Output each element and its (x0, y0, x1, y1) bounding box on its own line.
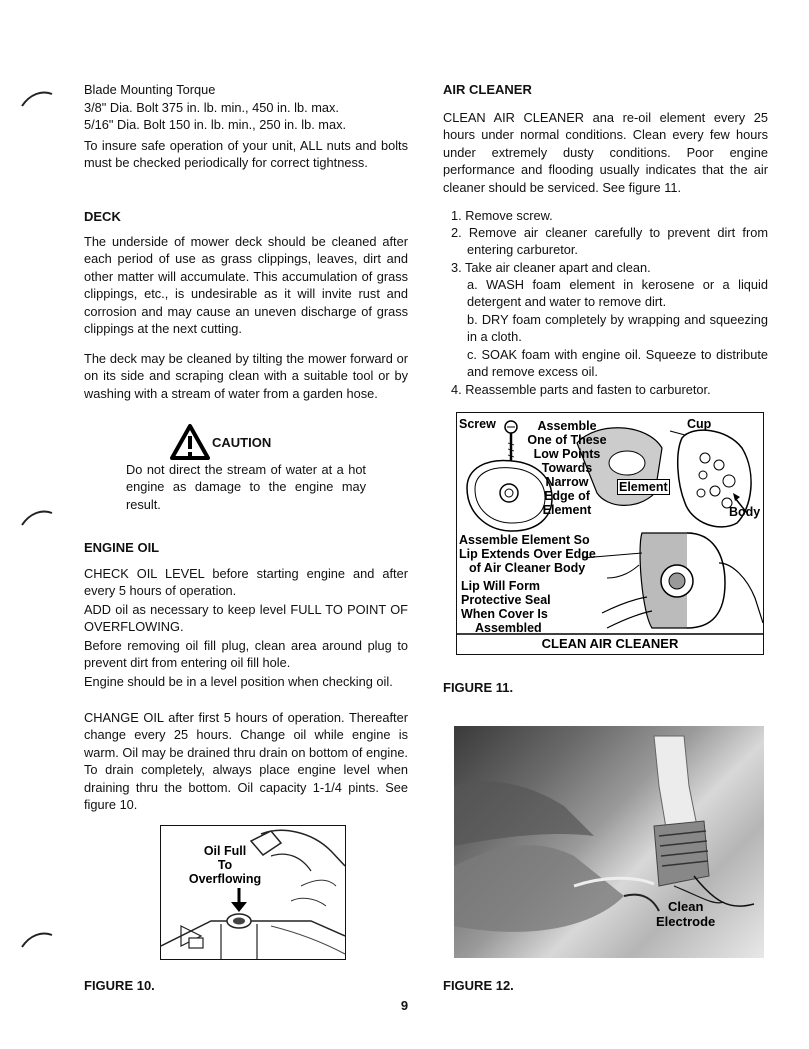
lip-line-1: Assemble Element So (459, 533, 590, 547)
caution-text: Do not direct the stream of water at a hot engine as damage to the engine may result. (126, 462, 366, 512)
engine-oil-paragraph-1: CHECK OIL LEVEL before starting engine and after every 5 hours of operation. (84, 566, 408, 599)
oil-full-label (175, 844, 275, 886)
element-label: Element (619, 480, 668, 494)
engine-oil-paragraph-4: Engine should be in a level position when checking oil. (84, 674, 393, 689)
figure-12-caption: FIGURE 12. (443, 978, 514, 993)
engine-oil-paragraph-2: ADD oil as necessary to keep level FULL TO POINT OF OVERFLOWING. (84, 602, 408, 635)
torque-line-1: 3/8" Dia. Bolt 375 in. lb. min., 450 in. lb. max. (84, 100, 339, 115)
cup-label: Cup (687, 417, 712, 431)
protective-seal-label (461, 579, 551, 635)
margin-swoosh-mark (20, 929, 54, 951)
assemble-line-1: Assemble (537, 419, 597, 433)
seal-line-1: Lip Will Form (461, 579, 541, 593)
lip-extends-label (459, 533, 596, 575)
clean-electrode-label (656, 899, 715, 929)
caution-header (170, 424, 370, 460)
margin-swoosh-mark (20, 88, 54, 110)
clean-electrode-line-2: Electrode (656, 914, 716, 929)
screw-label: Screw (459, 417, 496, 431)
deck-paragraph-1: The underside of mower deck should be cleaned after each period of use as grass clippings, leaves, dirt and other matter will accumulate. This accumulation of grass clippings, etc., is undesirable as it will invite rust and corrosion and may cause an uneven discharge of grass clippings at the next cutting. (84, 234, 408, 337)
warning-triangle-icon (170, 424, 210, 460)
deck-heading: DECK (84, 209, 121, 224)
oil-full-line-1: Oil Full (203, 844, 247, 858)
engine-oil-heading: ENGINE OIL (84, 540, 160, 555)
caution-label: CAUTION (212, 435, 272, 450)
assemble-low-points-label (527, 419, 607, 517)
air-cleaner-step-2: 2. Remove air cleaner carefully to prevent dirt from entering carburetor. (451, 225, 768, 258)
engine-oil-paragraph-5: CHANGE OIL after first 5 hours of operation. Thereafter change every 25 hours. Change oil while engine is warm. Oil may be drained thru drain on bottom of engine. To drain completely, always place engine level when draining thru the bottom. Oil capacity 1-1/4 pints. See figure 10. (84, 710, 408, 813)
lip-line-2: Lip Extends Over Edge (459, 547, 596, 561)
seal-line-2: Protective Seal (461, 593, 551, 607)
body-label: Body (729, 505, 761, 519)
assemble-line-5: Narrow (545, 475, 589, 489)
assemble-line-3: Low Points (533, 447, 601, 461)
figure-11-illustration (456, 412, 764, 655)
air-cleaner-step-1: 1. Remove screw. (451, 208, 553, 223)
spark-plug-photo-drawing (454, 726, 764, 958)
torque-line-2: 5/16" Dia. Bolt 150 in. lb. min., 250 in. lb. max. (84, 117, 347, 132)
engine-oil-paragraph-3: Before removing oil fill plug, clean area around plug to prevent dirt from entering oil fill hole. (84, 638, 408, 671)
oil-full-line-2: To (217, 858, 233, 872)
assemble-line-6: Edge of (544, 489, 590, 503)
clean-electrode-line-1: Clean (668, 899, 704, 914)
figure-12-photo (454, 726, 764, 958)
air-cleaner-heading: AIR CLEANER (443, 82, 532, 97)
air-cleaner-step-3: 3. Take air cleaner apart and clean. (451, 260, 651, 275)
figure-11-caption: FIGURE 11. (443, 680, 514, 695)
seal-line-4: Assembled (475, 621, 542, 635)
assemble-line-4: Towards (541, 461, 593, 475)
seal-line-3: When Cover Is (461, 607, 548, 621)
oil-full-line-3: Overflowing (188, 872, 262, 886)
air-cleaner-step-4: 4. Reassemble parts and fasten to carburetor. (451, 382, 711, 397)
page-number: 9 (400, 998, 409, 1013)
assemble-line-7: Element (542, 503, 592, 517)
air-cleaner-intro: CLEAN AIR CLEANER ana re-oil element every 25 hours under normal conditions. Clean every few hours under extremely dusty conditions. Poor engine performance and flooding usually indicates that the air cleaner should be serviced. See figure 11. (443, 110, 768, 195)
air-cleaner-step-3a: a. WASH foam element in kerosene or a liquid detergent and water to remove dirt. (467, 277, 768, 310)
torque-title: Blade Mounting Torque (84, 82, 216, 97)
deck-paragraph-2: The deck may be cleaned by tilting the mower forward or on its side and scraping clean with a suitable tool or by washing with a stream of water from a garden hose. (84, 351, 408, 401)
margin-swoosh-mark (20, 507, 54, 529)
lip-line-3: of Air Cleaner Body (469, 561, 586, 575)
torque-safety-text: To insure safe operation of your unit, ALL nuts and bolts must be checked periodically for correct tightness. (84, 138, 408, 171)
figure-10-caption: FIGURE 10. (84, 978, 155, 993)
air-cleaner-step-3b: b. DRY foam completely by wrapping and squeezing in a cloth. (467, 312, 768, 345)
figure-10-illustration (160, 825, 346, 960)
clean-air-cleaner-banner: CLEAN AIR CLEANER (541, 636, 679, 651)
air-cleaner-step-3c: c. SOAK foam with engine oil. Squeeze to distribute and remove excess oil. (467, 347, 768, 380)
assemble-line-2: One of These (527, 433, 607, 447)
